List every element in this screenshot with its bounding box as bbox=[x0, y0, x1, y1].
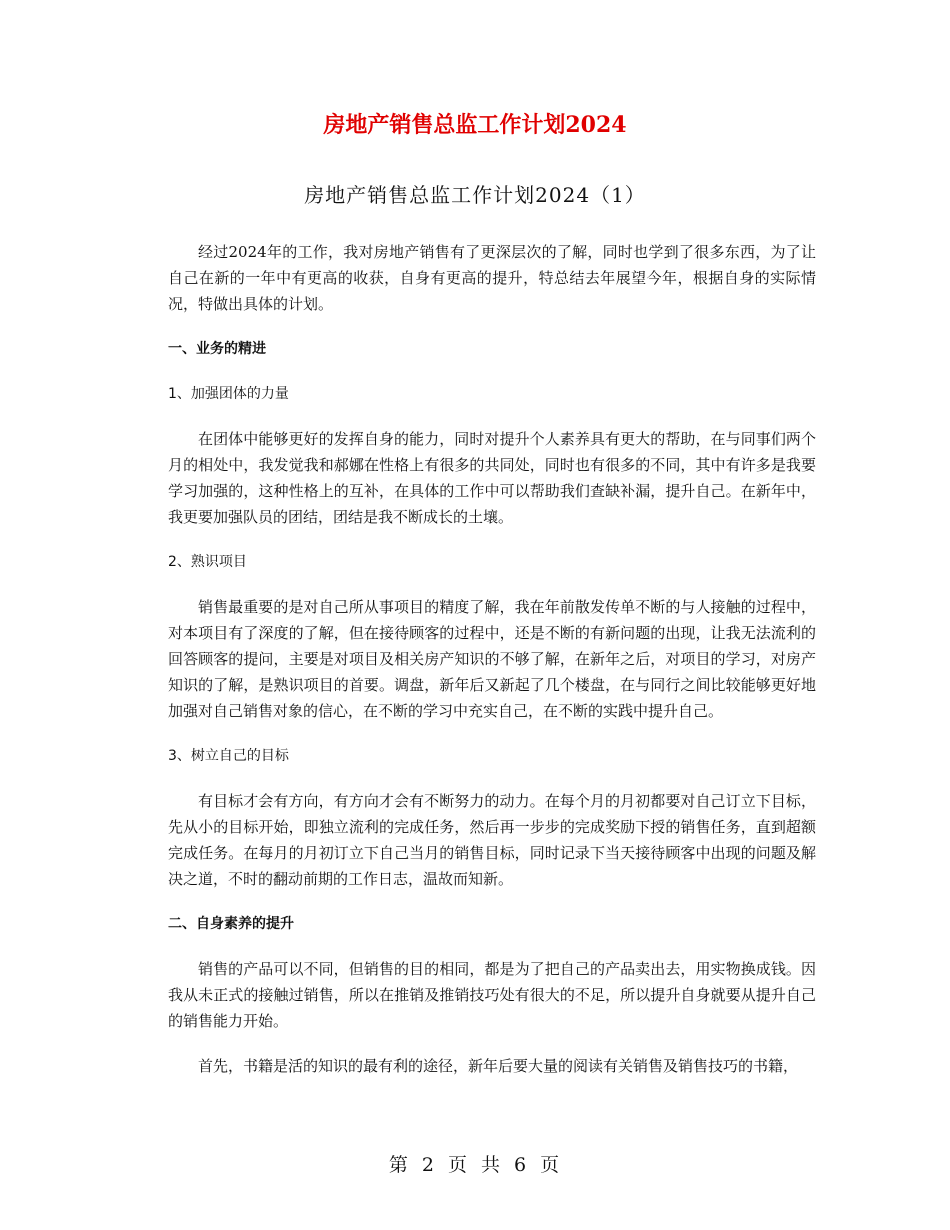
paragraph-goals: 有目标才会有方向，有方向才会有不断努力的动力。在每个月的月初都要对自己订立下目标，先从小的目标开始，即独立流利的完成任务，然后再一步步的完成奖励下授的销售任务，直到超额完成任务。在每月的月初订立下自己当月的销售目标，同时记录下当天接待顾客中出现的问题及解决之道，不时的翻动前期的工作日志，温故而知新。 bbox=[168, 792, 816, 888]
document-subtitle: 房地产销售总监工作计划2024（1） bbox=[304, 183, 646, 207]
paragraph-team: 在团体中能够更好的发挥自身的能力，同时对提升个人素养具有更大的帮助，在与同事们两个月的相处中，我发觉我和郝娜在性格上有很多的共同处，同时也有很多的不同，其中有许多是我要学习加强的，这种性格上的互补，在具体的工作中可以帮助我们查缺补漏，提升自己。在新年中，我更要加强队员的团结，团结是我不断成长的土壤。 bbox=[168, 430, 816, 526]
paragraph-sales: 销售的产品可以不同，但销售的目的相同，都是为了把自己的产品卖出去，用实物换成钱。因我从未正式的接触过销售，所以在推销及推销技巧处有很大的不足，所以提升自身就要从提升自己的销售能力开始。 bbox=[168, 960, 816, 1030]
section-heading-self: 二、自身素养的提升 bbox=[168, 916, 294, 932]
document-body bbox=[168, 239, 816, 1098]
paragraph-project: 销售最重要的是对自己所从事项目的精度了解，我在年前散发传单不断的与人接触的过程中，对本项目有了深度的了解，但在接待顾客的过程中，还是不断的有新问题的出现，让我无法流利的回答顾客的提问，主要是对项目及相关房产知识的不够了解，在新年之后，对项目的学习，对房产知识的了解，是熟识项目的首要。调盘，新年后又新起了几个楼盘，在与同行之间比较能够更好地加强对自己销售对象的信心，在不断的学习中充实自己，在不断的实践中提升自己。 bbox=[168, 598, 816, 720]
subheading-goals: 3、树立自己的目标 bbox=[168, 748, 289, 764]
document-title: 房地产销售总监工作计划2024 bbox=[323, 112, 627, 138]
paragraph-intro: 经过2024年的工作，我对房地产销售有了更深层次的了解，同时也学到了很多东西，为了让自己在新的一年中有更高的收获，自身有更高的提升，特总结去年展望今年，根据自身的实际情况，特做出具体的计划。 bbox=[168, 243, 816, 313]
section-heading-business: 一、业务的精进 bbox=[168, 341, 266, 357]
subheading-project: 2、熟识项目 bbox=[168, 554, 247, 570]
page-footer: 第 2 页 共 6 页 bbox=[388, 1154, 562, 1176]
subheading-team: 1、加强团体的力量 bbox=[168, 386, 289, 402]
paragraph-books: 首先，书籍是活的知识的最有利的途径，新年后要大量的阅读有关销售及销售技巧的书籍， bbox=[198, 1057, 799, 1075]
